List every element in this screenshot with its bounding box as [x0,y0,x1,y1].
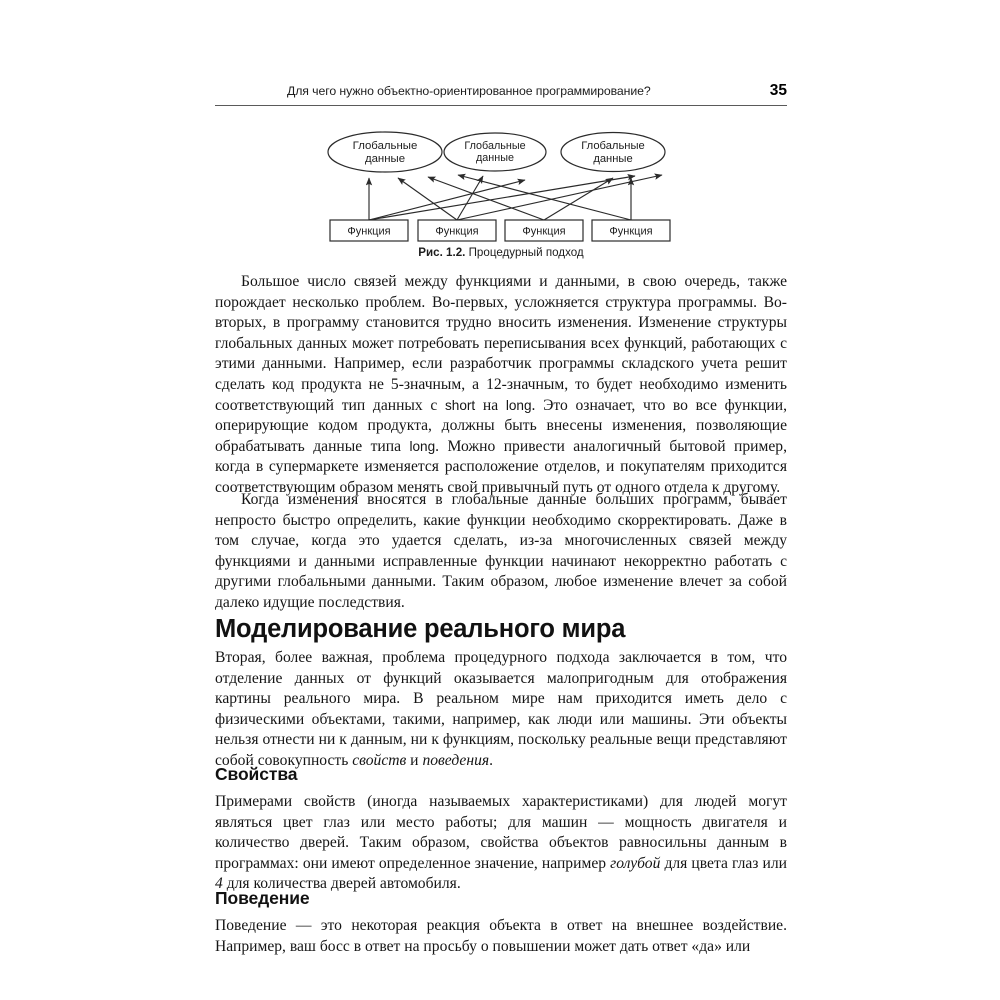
paragraph-block-5 [215,916,787,957]
figure-1-2 [215,128,787,270]
function-node-3 [505,220,583,241]
function-node-1 [330,220,408,241]
paragraph-block-2 [215,490,787,614]
global-data-node-2 [444,133,546,171]
figure-caption [215,246,787,259]
paragraph-1 [215,272,787,499]
paragraph-1-text-b: на [475,396,506,414]
figure-caption-text: Процедурный подход [465,246,584,259]
global-data-label-2b: данные [476,152,514,164]
paragraph-1-text-d: . Можно привести аналогичный бытовой пример, когда в супермаркете изменяется расположение отделов, и покупателям приходится соответствующим образом менять свой привычный путь от одного отдела к другому. [215,437,787,496]
procedural-approach-diagram [215,128,787,246]
global-data-label-1b: данные [364,153,406,165]
paragraph-4-text-b: для цвета глаз или [660,854,787,872]
function-node-2 [418,220,496,241]
global-data-node-3 [561,133,665,172]
running-head-title: Для чего нужно объектно-ориентированное программирование? [287,84,651,98]
heading-block-behavior [215,888,787,909]
code-short-1: short [444,397,476,413]
emphasis-four: 4 [215,875,223,893]
paragraph-3-text-c: . [489,751,494,769]
global-data-label-3b: данные [593,153,633,165]
global-data-label-2a: Глобальные [464,140,526,152]
heading-properties: Свойства [215,764,298,784]
heading-behavior: Поведение [215,888,310,908]
paragraph-3-text-a: Вторая, более важная, проблема процедурного подхода заключается в том, что отделение данных от функций оказывается малопригодным для отображения картины реального мира. В реальном мире нам приходится иметь дело с физическими объектами, такими, например, как люди или машины. Эти объекты нельзя отнести ни к данным, ни к функциям, поскольку реальные вещи представляют собой совокупность [215,649,787,769]
figure-caption-label: Рис. 1.2. [418,246,466,259]
heading-block-properties [215,764,787,785]
paragraph-block-4 [215,792,787,895]
global-data-node-1 [328,132,442,172]
heading-block-modeling [215,615,787,644]
function-node-4 [592,220,670,241]
global-data-label-3a: Глобальные [581,140,645,152]
paragraph-block-1 [215,272,787,499]
global-data-label-1a: Глобальные [352,140,418,152]
heading-modeling-real-world: Моделирование реального мира [215,615,626,643]
function-label-4: Функция [609,225,653,238]
paragraph-2: Когда изменения вносятся в глобальные данные больших программ, бывает непросто быстро определить, какие функции необходимо скорректировать. Даже в том случае, когда это удается сделать, из-за многочисленных связей между функциями и данными исправленные функции начинают некорректно работать с другими глобальными данными. Таким образом, любое изменение влечет за собой далеко идущие последствия. [215,491,787,611]
paragraph-4-text-c: для количества дверей автомобиля. [222,875,461,893]
paragraph-3 [215,648,787,772]
paragraph-1-text-c: . Это означает, что во все функции, оперирующие кодом продукта, должны быть внесены изменения, позволяющие обрабатывать данные типа [215,396,787,455]
emphasis-svoystv: свойств [352,751,407,769]
paragraph-4-text-a: Примерами свойств (иногда называемых характеристиками) для людей могут являться цвет глаз или место работы; для машин — мощность двигателя и количество дверей. Таким образом, свойства объектов равносильны данным в программах: они имеют определенное значение, например [215,793,787,872]
paragraph-4 [215,792,787,895]
paragraph-5: Поведение — это некоторая реакция объекта в ответ на внешнее воздействие. Например, ваш босс в ответ на просьбу о повышении может дать ответ «да» или [215,917,787,955]
function-label-2: Функция [435,225,479,238]
running-head-rule [215,105,787,106]
function-label-3: Функция [522,225,566,238]
function-label-1: Функция [347,225,391,238]
code-long-1: long [505,397,532,413]
paragraph-1-text-a: Большое число связей между функциями и данными, в свою очередь, также порождает несколько проблем. Во-первых, усложняется структура программы. Во-вторых, в программу становится трудно вносить изменения. Изменение структуры глобальных данных может потребовать переписывания всех функций, работающих с этими данными. Например, если разработчик программы складского учета решит сделать код продукта не 5-значным, а 12-значным, то будет необходимо изменить соответствующий тип данных с [215,273,787,414]
paragraph-block-3 [215,648,787,772]
running-head [215,84,787,108]
code-long-2: long [409,438,436,454]
emphasis-povedeniya: поведения [422,751,490,769]
emphasis-goluboy: голубой [610,854,661,872]
page-number: 35 [769,82,787,99]
paragraph-3-text-b: и [406,751,423,769]
